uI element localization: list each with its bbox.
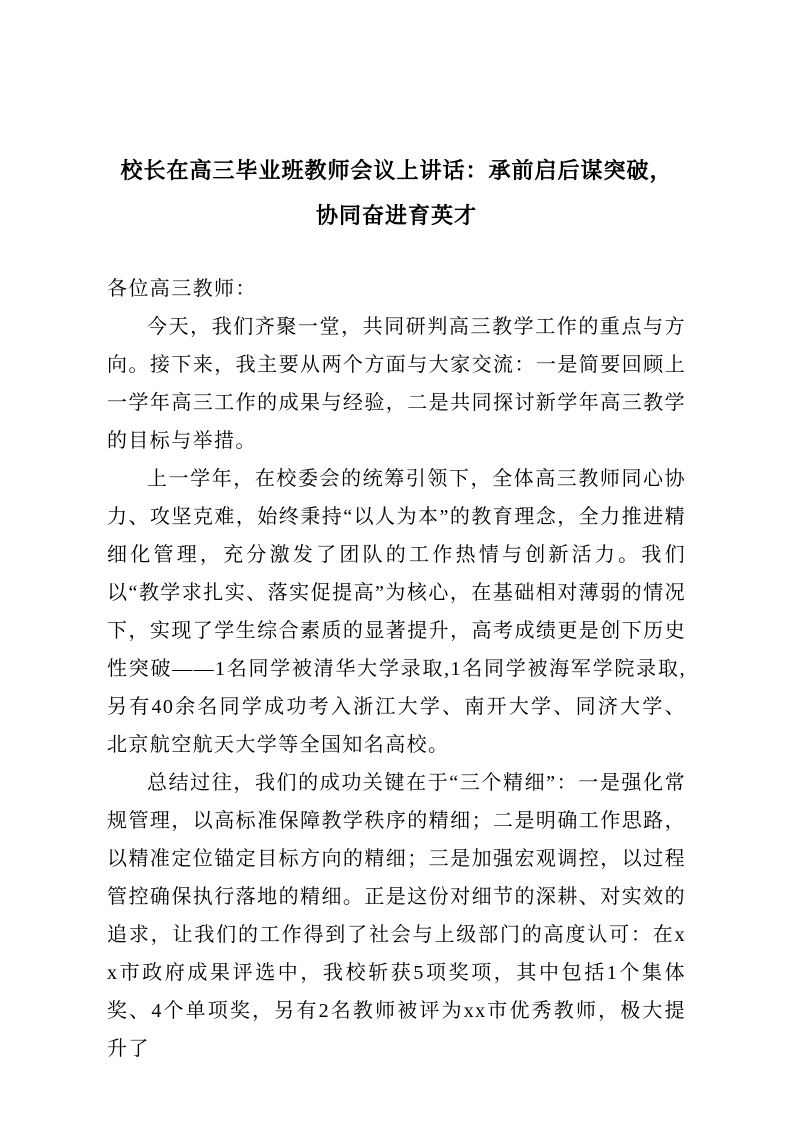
body-paragraph-2: 上一学年，在校委会的统筹引领下，全体高三教师同心协力、攻坚克难，始终秉持“以人为本”的教育理念，全力推进精细化管理，充分激发了团队的工作热情与创新活力。我们以“教学求扎实、落实促提高”为核心，在基础相对薄弱的情况下，实现了学生综合素质的显著提升，高考成绩更是创下历史性突破——1名同学被清华大学录取,1名同学被海军学院录取,另有40余名同学成功考入浙江大学、南开大学、同济大学、北京航空航天大学等全国知名高校。 xyxy=(107,468,686,756)
body-paragraph-3: 总结过往，我们的成功关键在于“三个精细”：一是强化常规管理，以高标准保障教学秩序的精细；二是明确工作思路，以精准定位锚定目标方向的精细；三是加强宏观调控，以过程管控确保执行落地的精细。正是这份对细节的深耕、对实效的追求，让我们的工作得到了社会与上级部门的高度认可：在xx市政府成果评选中，我校斩获5项奖项，其中包括1个集体奖、4个单项奖，另有2名教师被评为xx市优秀教师，极大提升了 xyxy=(107,772,686,1060)
salutation: 各位高三教师： xyxy=(107,278,257,300)
document-title-line-1: 校长在高三毕业班教师会议上讲话：承前启后谋突破， xyxy=(120,158,673,183)
body-paragraph-1: 今天，我们齐聚一堂，共同研判高三教学工作的重点与方向。接下来，我主要从两个方面与大家交流：一是简要回顾上一学年高三工作的成果与经验，二是共同探讨新学年高三教学的目标与举措。 xyxy=(107,316,686,452)
document-title xyxy=(107,148,686,238)
document-title-line-2: 协同奋进育英才 xyxy=(315,203,477,228)
